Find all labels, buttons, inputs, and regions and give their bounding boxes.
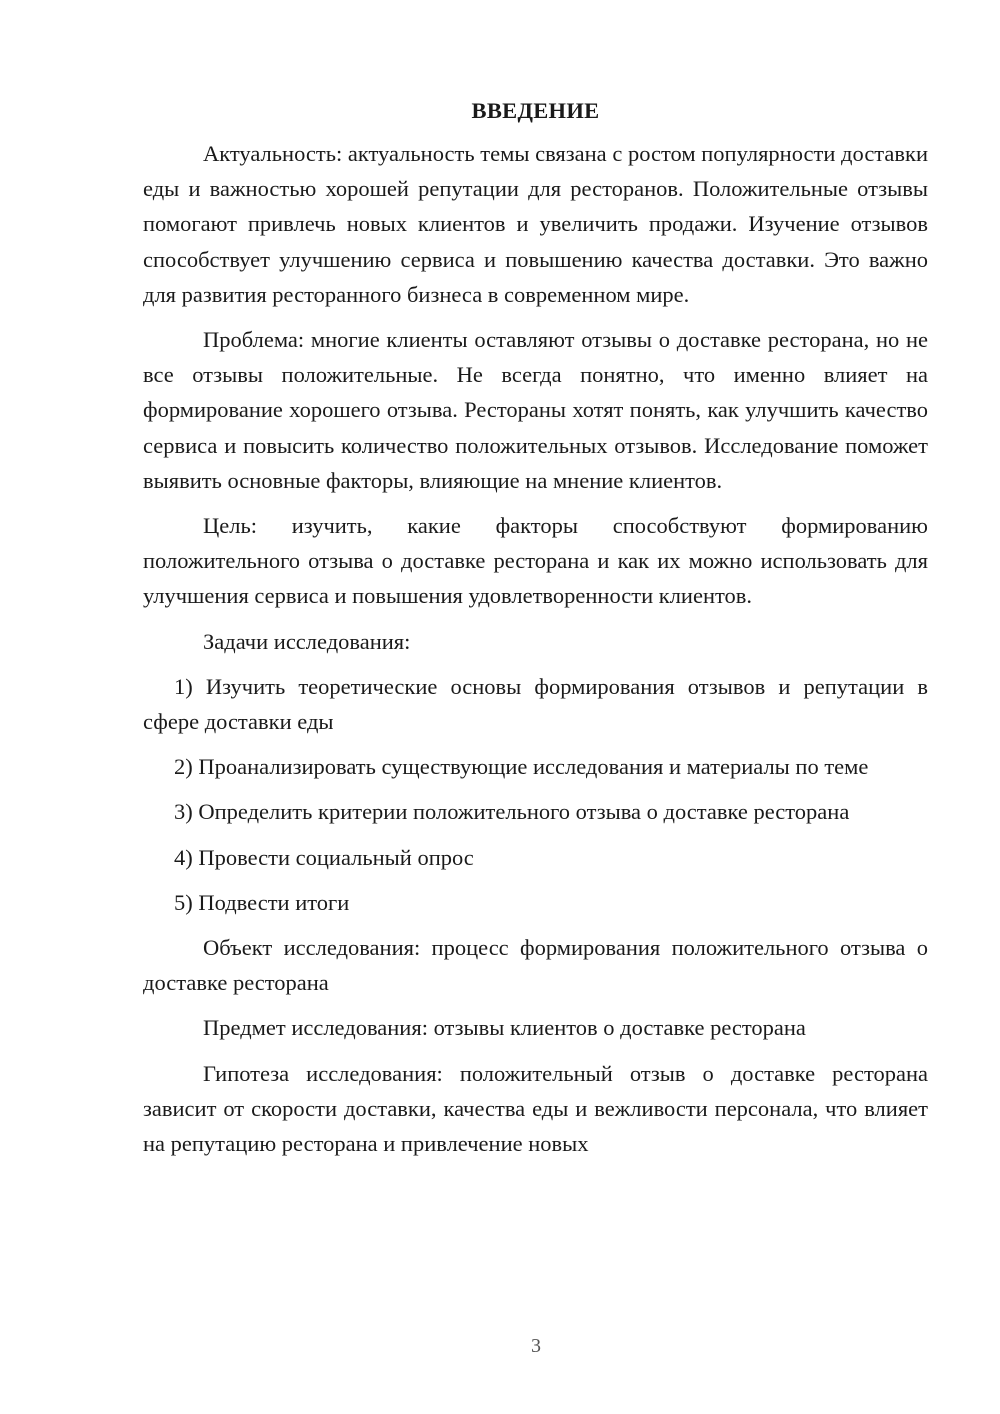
task-item-5: 5) Подвести итоги — [174, 889, 350, 915]
task-item-1: 1) Изучить теоретические основы формирования отзывов и репутации в сфере доставки еды — [143, 673, 928, 735]
paragraph-object: Объект исследования: процесс формирования положительного отзыва о доставке ресторана — [143, 935, 928, 996]
paragraph-relevance: Актуальность: актуальность темы связана с ростом популярности доставки еды и важностью хорошей репутации для ресторанов. Положительные отзывы помогают привлечь новых клиентов и увеличить продажи. Изучение отзывов способствует улучшению сервиса и повышению качества доставки. Это важно для развития ресторанного бизнеса в современном мире. — [143, 141, 928, 307]
paragraph-problem: Проблема: многие клиенты оставляют отзывы о доставке ресторана, но не все отзывы положительные. Не всегда понятно, что именно влияет на формирование хорошего отзыва. Рестораны хотят понять, как улучшить качество сервиса и повысить количество положительных отзывов. Исследование поможет выявить основные факторы, влияющие на мнение клиентов. — [143, 327, 928, 493]
task-item-3: 3) Определить критерии положительного отзыва о доставке ресторана — [174, 799, 850, 825]
page-number: 3 — [531, 1335, 541, 1357]
paragraph-tasks-heading: Задачи исследования: — [203, 628, 411, 654]
paragraph-hypothesis: Гипотеза исследования: положительный отзыв о доставке ресторана зависит от скорости доставки, качества еды и вежливости персонала, что влияет на репутацию ресторана и привлечение новых — [143, 1060, 928, 1157]
page-content — [143, 96, 928, 1171]
paragraph-goal: Цель: изучить, какие факторы способствуют формированию положительного отзыва о доставке ресторана и как их можно использовать для улучшения сервиса и повышения удовлетворенности клиентов. — [143, 513, 928, 609]
task-item-2: 2) Проанализировать существующие исследования и материалы по теме — [174, 754, 869, 780]
task-item-4: 4) Провести социальный опрос — [174, 844, 474, 870]
section-title: ВВЕДЕНИЕ — [471, 98, 600, 123]
paragraph-subject: Предмет исследования: отзывы клиентов о доставке ресторана — [203, 1015, 806, 1041]
